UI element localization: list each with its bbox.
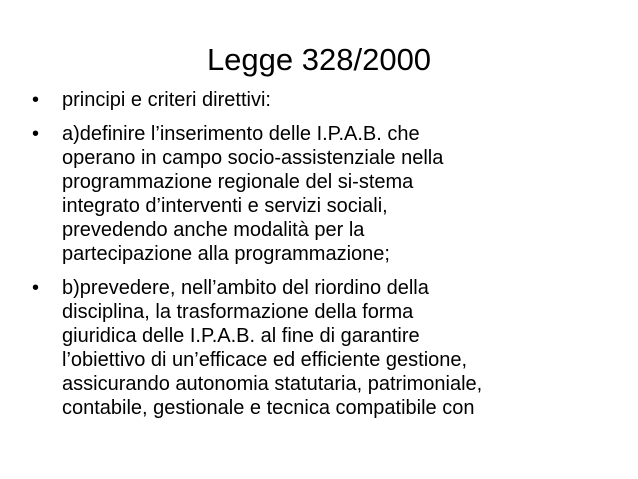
- bullet-icon: •: [32, 123, 40, 145]
- bullet-line: assicurando autonomia statutaria, patrimoniale,: [62, 373, 483, 395]
- bullet-line: giuridica delle I.P.A.B. al fine di garantire: [62, 325, 420, 347]
- bullet-text: [62, 88, 618, 112]
- bullet-line: a)definire l’inserimento delle I.P.A.B. che: [62, 123, 420, 145]
- bullet-line: disciplina, la trasformazione della forma: [62, 301, 414, 323]
- bullet-item: [0, 122, 638, 266]
- bullet-line: b)prevedere, nell’ambito del riordino della: [62, 277, 429, 299]
- bullet-line: contabile, gestionale e tecnica compatibile con: [62, 397, 475, 419]
- bullet-icon: •: [32, 277, 40, 299]
- bullet-line: programmazione regionale del si-stema: [62, 171, 414, 193]
- bullet-list: [0, 86, 638, 420]
- bullet-text: [62, 276, 618, 420]
- bullet-icon: •: [32, 89, 40, 111]
- bullet-item: [0, 276, 638, 420]
- bullet-line: principi e criteri direttivi:: [62, 89, 271, 111]
- bullet-item: [0, 88, 638, 112]
- bullet-line: operano in campo socio-assistenziale nella: [62, 147, 444, 169]
- bullet-line: partecipazione alla programmazione;: [62, 243, 390, 265]
- bullet-line: l’obiettivo di un’efficace ed efficiente gestione,: [62, 349, 468, 371]
- bullet-line: prevedendo anche modalità per la: [62, 219, 365, 241]
- bullet-text: [62, 122, 618, 266]
- bullet-line: integrato d’interventi e servizi sociali,: [62, 195, 388, 217]
- slide-title: Legge 328/2000: [206, 42, 432, 77]
